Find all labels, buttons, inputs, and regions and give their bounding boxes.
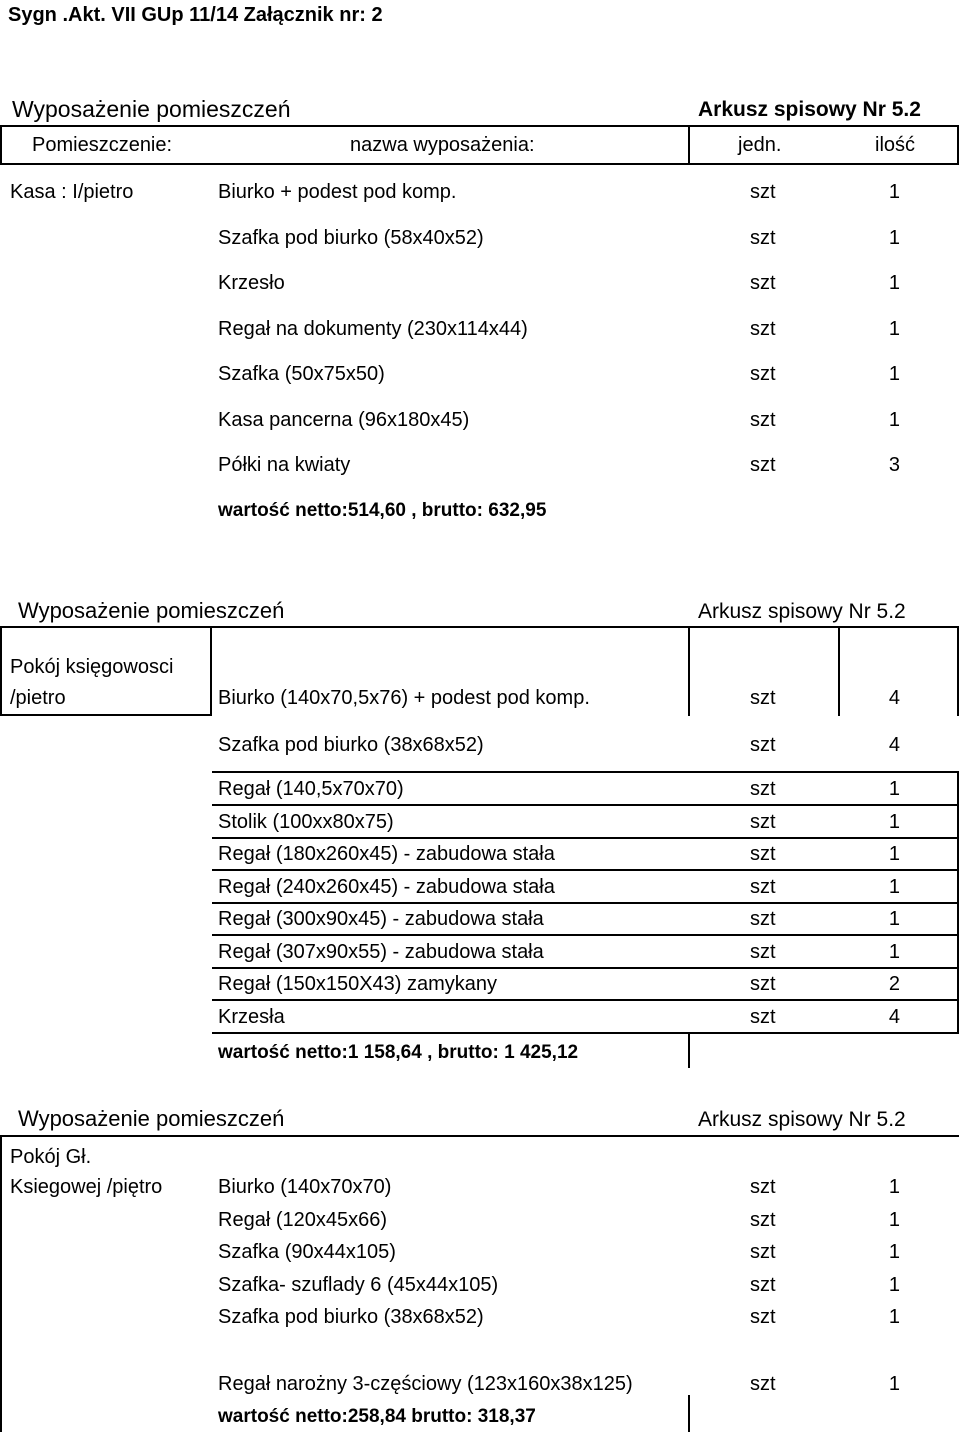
item-name: Biurko (140x70x70) xyxy=(218,1176,392,1198)
item-qty: 2 xyxy=(888,973,900,995)
row-divider xyxy=(212,934,959,936)
room-name: Kasa : I/pietro xyxy=(10,181,134,203)
document-signature-header: Sygn .Akt. VII GUp 11/14 Załącznik nr: 2 xyxy=(8,4,383,26)
room-floor: /pietro xyxy=(10,687,66,709)
item-qty: 4 xyxy=(888,734,900,756)
item-unit: szt xyxy=(750,1306,776,1328)
item-unit: szt xyxy=(750,1274,776,1296)
item-unit: szt xyxy=(750,272,776,294)
item-name: Regał na dokumenty (230x114x44) xyxy=(218,318,528,340)
item-name: Regał (180x260x45) - zabudowa stała xyxy=(218,843,555,865)
item-qty: 1 xyxy=(888,941,900,963)
item-name: Szafka pod biurko (58x40x52) xyxy=(218,227,484,249)
table-border-left xyxy=(0,125,2,165)
item-unit: szt xyxy=(750,227,776,249)
item-unit: szt xyxy=(750,409,776,431)
section-title: Wyposażenie pomieszczeń xyxy=(12,96,291,122)
item-unit: szt xyxy=(750,941,776,963)
column-header-name: nazwa wyposażenia: xyxy=(350,134,535,156)
item-name: Regał (300x90x45) - zabudowa stała xyxy=(218,908,544,930)
item-name: Szafka- szuflady 6 (45x44x105) xyxy=(218,1274,499,1296)
item-unit: szt xyxy=(750,734,776,756)
table-border-top xyxy=(0,1135,959,1137)
item-name: Szafka (50x75x50) xyxy=(218,363,385,385)
item-name: Stolik (100xx80x75) xyxy=(218,811,394,833)
item-name: Krzesła xyxy=(218,1006,285,1028)
item-qty: 1 xyxy=(888,1373,900,1395)
table-border-left xyxy=(0,1135,2,1432)
column-header-room: Pomieszczenie: xyxy=(32,134,173,156)
table-border-right xyxy=(957,771,959,1034)
column-header-qty: ilość xyxy=(875,134,916,156)
sheet-number: Arkusz spisowy Nr 5.2 xyxy=(698,600,906,623)
table-border-room-bottom xyxy=(0,714,212,716)
row-divider xyxy=(212,771,959,773)
room-floor: Ksiegowej /piętro xyxy=(10,1176,163,1198)
table-border-divider xyxy=(838,626,840,716)
room-name: Pokój Gł. xyxy=(10,1146,92,1168)
item-unit: szt xyxy=(750,843,776,865)
item-name: Regał (140,5x70x70) xyxy=(218,778,404,800)
item-unit: szt xyxy=(750,687,776,709)
item-name: Biurko + podest pod komp. xyxy=(218,181,457,203)
item-unit: szt xyxy=(750,318,776,340)
item-qty: 4 xyxy=(888,687,900,709)
item-name: Szafka pod biurko (38x68x52) xyxy=(218,734,484,756)
item-qty: 1 xyxy=(888,181,900,203)
table-border-divider xyxy=(688,1032,690,1068)
item-unit: szt xyxy=(750,363,776,385)
sheet-number: Arkusz spisowy Nr 5.2 xyxy=(698,98,921,121)
table-border-divider xyxy=(210,626,212,716)
item-name: Regał (150x150X43) zamykany xyxy=(218,973,498,995)
item-qty: 1 xyxy=(888,811,900,833)
item-name: Krzesło xyxy=(218,272,285,294)
row-divider xyxy=(212,837,959,839)
table-border-divider xyxy=(688,626,690,716)
item-qty: 1 xyxy=(888,1176,900,1198)
table-border-top xyxy=(0,125,959,127)
table-border-header-bottom xyxy=(0,163,959,165)
sheet-number: Arkusz spisowy Nr 5.2 xyxy=(698,1108,906,1131)
item-qty: 4 xyxy=(888,1006,900,1028)
table-border-divider xyxy=(688,125,690,165)
item-name: Biurko (140x70,5x76) + podest pod komp. xyxy=(218,687,590,709)
row-divider xyxy=(212,902,959,904)
column-header-unit: jedn. xyxy=(738,134,782,156)
section-total: wartość netto:514,60 , brutto: 632,95 xyxy=(218,500,547,521)
item-unit: szt xyxy=(750,1176,776,1198)
item-name: Regał narożny 3-częściowy (123x160x38x125) xyxy=(218,1373,633,1395)
item-qty: 1 xyxy=(888,1274,900,1296)
item-qty: 1 xyxy=(888,318,900,340)
item-unit: szt xyxy=(750,778,776,800)
item-name: Regał (240x260x45) - zabudowa stała xyxy=(218,876,555,898)
table-border-right xyxy=(957,125,959,165)
table-border-right xyxy=(957,626,959,716)
item-unit: szt xyxy=(750,973,776,995)
item-name: Szafka pod biurko (38x68x52) xyxy=(218,1306,484,1328)
table-border-left xyxy=(0,626,2,716)
table-border-divider xyxy=(688,1395,690,1432)
item-qty: 1 xyxy=(888,1241,900,1263)
row-divider xyxy=(212,804,959,806)
item-unit: szt xyxy=(750,181,776,203)
item-qty: 1 xyxy=(888,1306,900,1328)
item-qty: 1 xyxy=(888,908,900,930)
item-name: Szafka (90x44x105) xyxy=(218,1241,396,1263)
item-qty: 1 xyxy=(888,363,900,385)
item-unit: szt xyxy=(750,1373,776,1395)
room-name: Pokój księgowosci xyxy=(10,656,174,678)
item-unit: szt xyxy=(750,1006,776,1028)
section-title: Wyposażenie pomieszczeń xyxy=(18,598,285,623)
item-qty: 3 xyxy=(888,454,900,476)
item-unit: szt xyxy=(750,811,776,833)
item-unit: szt xyxy=(750,1209,776,1231)
item-unit: szt xyxy=(750,876,776,898)
row-divider xyxy=(212,1032,959,1034)
item-unit: szt xyxy=(750,1241,776,1263)
row-divider xyxy=(212,869,959,871)
section-title: Wyposażenie pomieszczeń xyxy=(18,1106,285,1131)
item-name: Kasa pancerna (96x180x45) xyxy=(218,409,470,431)
item-qty: 1 xyxy=(888,843,900,865)
row-divider xyxy=(212,967,959,969)
item-qty: 1 xyxy=(888,1209,900,1231)
item-qty: 1 xyxy=(888,272,900,294)
item-qty: 1 xyxy=(888,227,900,249)
item-unit: szt xyxy=(750,454,776,476)
item-name: Półki na kwiaty xyxy=(218,454,351,476)
item-name: Regał (120x45x66) xyxy=(218,1209,387,1231)
section-total: wartość netto:258,84 brutto: 318,37 xyxy=(218,1406,536,1427)
section-total: wartość netto:1 158,64 , brutto: 1 425,12 xyxy=(218,1042,579,1063)
item-qty: 1 xyxy=(888,409,900,431)
item-qty: 1 xyxy=(888,876,900,898)
row-divider xyxy=(212,999,959,1001)
item-qty: 1 xyxy=(888,778,900,800)
item-name: Regał (307x90x55) - zabudowa stała xyxy=(218,941,544,963)
item-unit: szt xyxy=(750,908,776,930)
table-border-top xyxy=(0,626,959,628)
